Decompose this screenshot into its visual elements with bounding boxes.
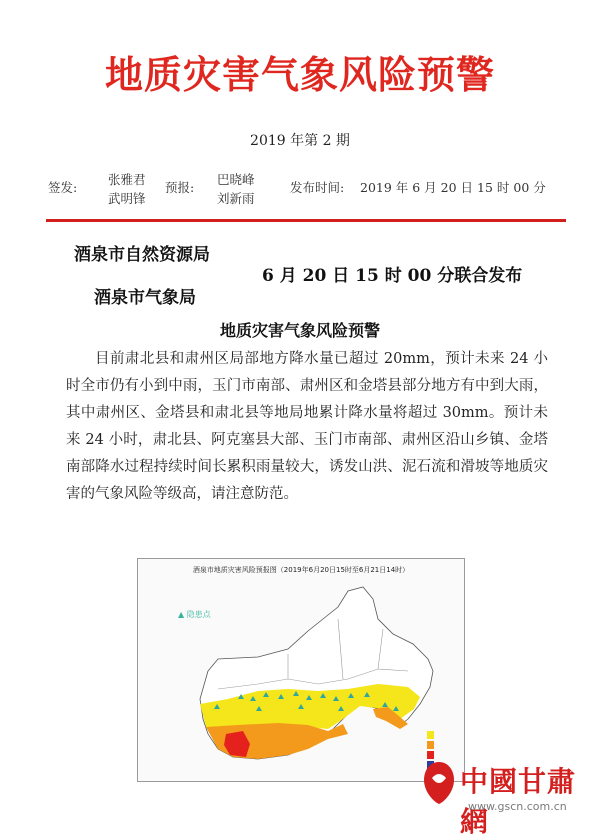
signer-label: 签发: <box>48 180 78 195</box>
forecaster-name-2: 刘新雨 <box>217 191 255 206</box>
section-title: 地质灾害气象风险预警 <box>219 321 380 340</box>
risk-map <box>137 558 465 782</box>
gansu-logo-icon <box>420 758 458 806</box>
issuer-meteorology: 酒泉市气象局 <box>94 288 196 308</box>
legend-swatch-orange <box>427 741 434 749</box>
issue-number: 2019 年第 2 期 <box>250 133 350 149</box>
issuer-natural-resources: 酒泉市自然资源局 <box>74 245 210 265</box>
watermark-url: www.gscn.com.cn <box>468 800 567 813</box>
header-divider <box>46 219 566 222</box>
warning-body: 目前肃北县和肃州区局部地方降水量已超过 20mm，预计未来 24 小时全市仍有小到中雨，玉门市南部、肃州区和金塔县部分地方有中到大雨，其中肃州区、金塔县和肃北县等地局地累计降水量将超过 30mm。预计未来 24 小时，肃北县、阿克塞县大部、玉门市南部、肃州区沿山乡镇、金塔南部降水过程持续时间长累积雨量较大，诱发山洪、泥石流和滑坡等地质灾害的气象风险等级高，请注意防范。 <box>66 351 548 502</box>
map-drawing <box>138 559 464 781</box>
signer-name-1: 张雅君 <box>108 172 146 187</box>
legend-swatch-yellow <box>427 731 434 739</box>
publish-time: 2019 年 6 月 20 日 15 时 00 分 <box>360 180 546 195</box>
map-title: 酒泉市地质灾害风险预报图（2019年6月20日15时至6月21日14时） <box>192 566 410 574</box>
watermark-site-name: 中國甘肅網 <box>460 765 577 838</box>
forecaster-label: 预报: <box>165 180 195 195</box>
map-legend-hazard-label: 隐患点 <box>186 610 211 619</box>
forecaster-name-1: 巴晓峰 <box>217 172 255 187</box>
site-watermark <box>420 758 590 838</box>
publish-label: 发布时间: <box>290 180 345 195</box>
joint-release-time: 6 月 20 日 15 时 00 分联合发布 <box>262 266 523 286</box>
document-title: 地质灾害气象风险预警 <box>104 52 495 97</box>
signer-name-2: 武明锋 <box>108 191 146 206</box>
hazard-point-icon: ▲ <box>178 610 185 619</box>
